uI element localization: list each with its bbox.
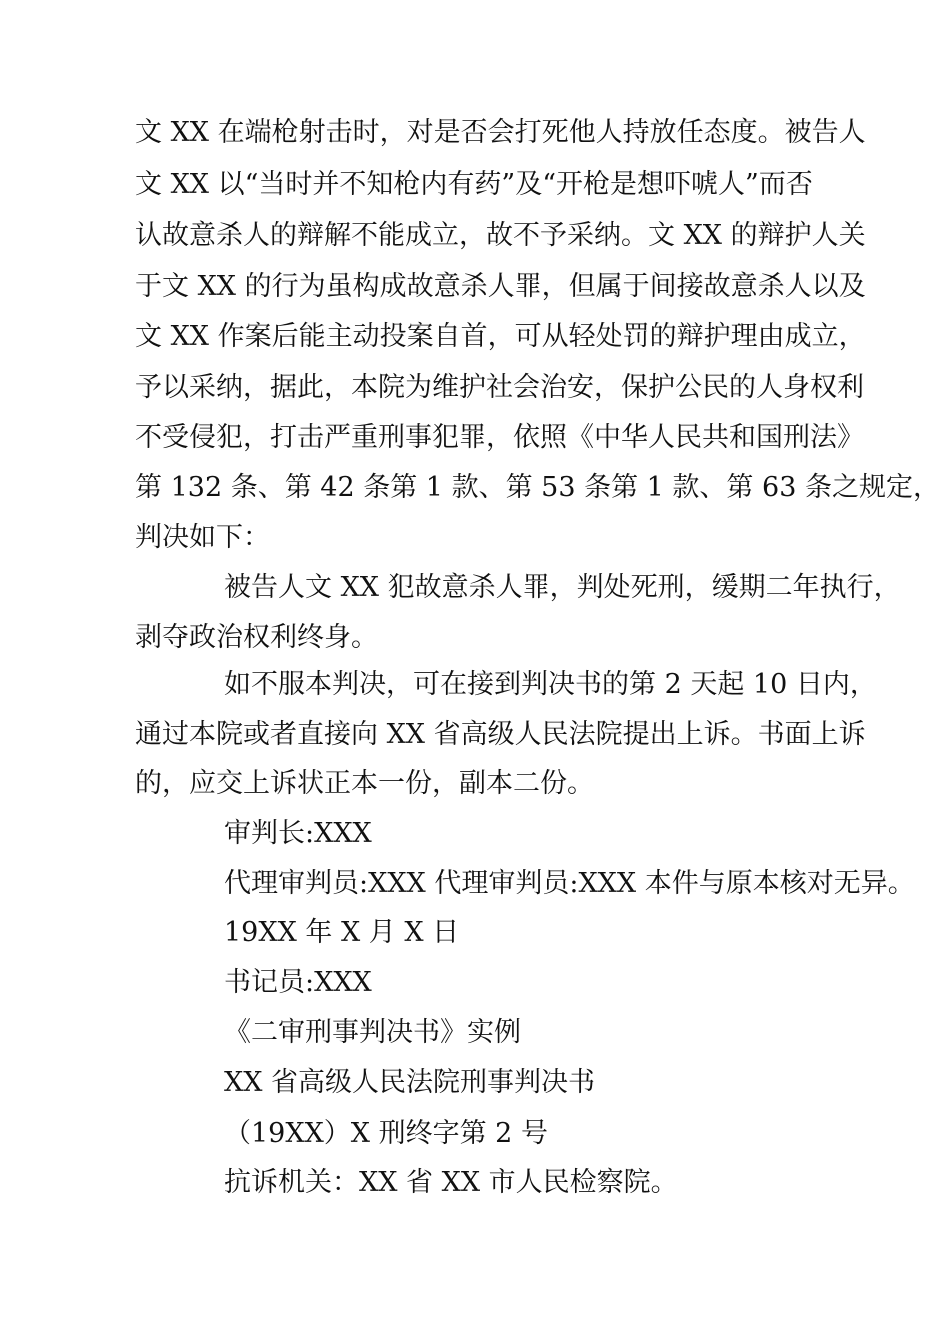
example-title: 《二审刑事判决书》实例 <box>224 1017 521 1048</box>
body-line: 文 XX 在端枪射击时，对是否会打死他人持放任态度。被告人 <box>135 117 866 148</box>
body-line: 判决如下： <box>135 522 270 553</box>
chief-judge: 审判长:XXX <box>224 818 372 849</box>
body-line: 第 132 条、第 42 条第 1 款、第 53 条第 1 款、第 63 条之规定， <box>135 472 940 503</box>
court-title: XX 省高级人民法院刑事判决书 <box>224 1067 596 1098</box>
protest-organ: 抗诉机关：XX 省 XX 市人民检察院。 <box>224 1167 678 1198</box>
judgment-date: 19XX 年 X 月 X 日 <box>224 917 460 948</box>
appeal-line: 的，应交上诉状正本一份，副本二份。 <box>135 768 594 799</box>
body-line: 不受侵犯，打击严重刑事犯罪，依照《中华人民共和国刑法》 <box>135 422 864 453</box>
body-line: 于文 XX 的行为虽构成故意杀人罪，但属于间接故意杀人以及 <box>135 271 866 302</box>
appeal-line: 通过本院或者直接向 XX 省高级人民法院提出上诉。书面上诉 <box>135 719 866 750</box>
acting-judges: 代理审判员:XXX 代理审判员:XXX 本件与原本核对无异。 <box>224 868 915 899</box>
verdict-line: 被告人文 XX 犯故意杀人罪，判处死刑，缓期二年执行， <box>224 572 901 603</box>
case-number: （19XX）X 刑终字第 2 号 <box>224 1118 548 1149</box>
appeal-line: 如不服本判决，可在接到判决书的第 2 天起 10 日内， <box>224 669 877 700</box>
verdict-line: 剥夺政治权利终身。 <box>135 622 378 653</box>
body-line: 认故意杀人的辩解不能成立，故不予采纳。文 XX 的辩护人关 <box>135 220 866 251</box>
body-line: 文 XX 以“当时并不知枪内有药”及“开枪是想吓唬人”而否 <box>135 169 813 200</box>
clerk: 书记员:XXX <box>224 967 372 998</box>
body-line: 予以采纳，据此，本院为维护社会治安，保护公民的人身权利 <box>135 372 864 403</box>
body-line: 文 XX 作案后能主动投案自首，可从轻处罚的辩护理由成立， <box>135 321 866 352</box>
